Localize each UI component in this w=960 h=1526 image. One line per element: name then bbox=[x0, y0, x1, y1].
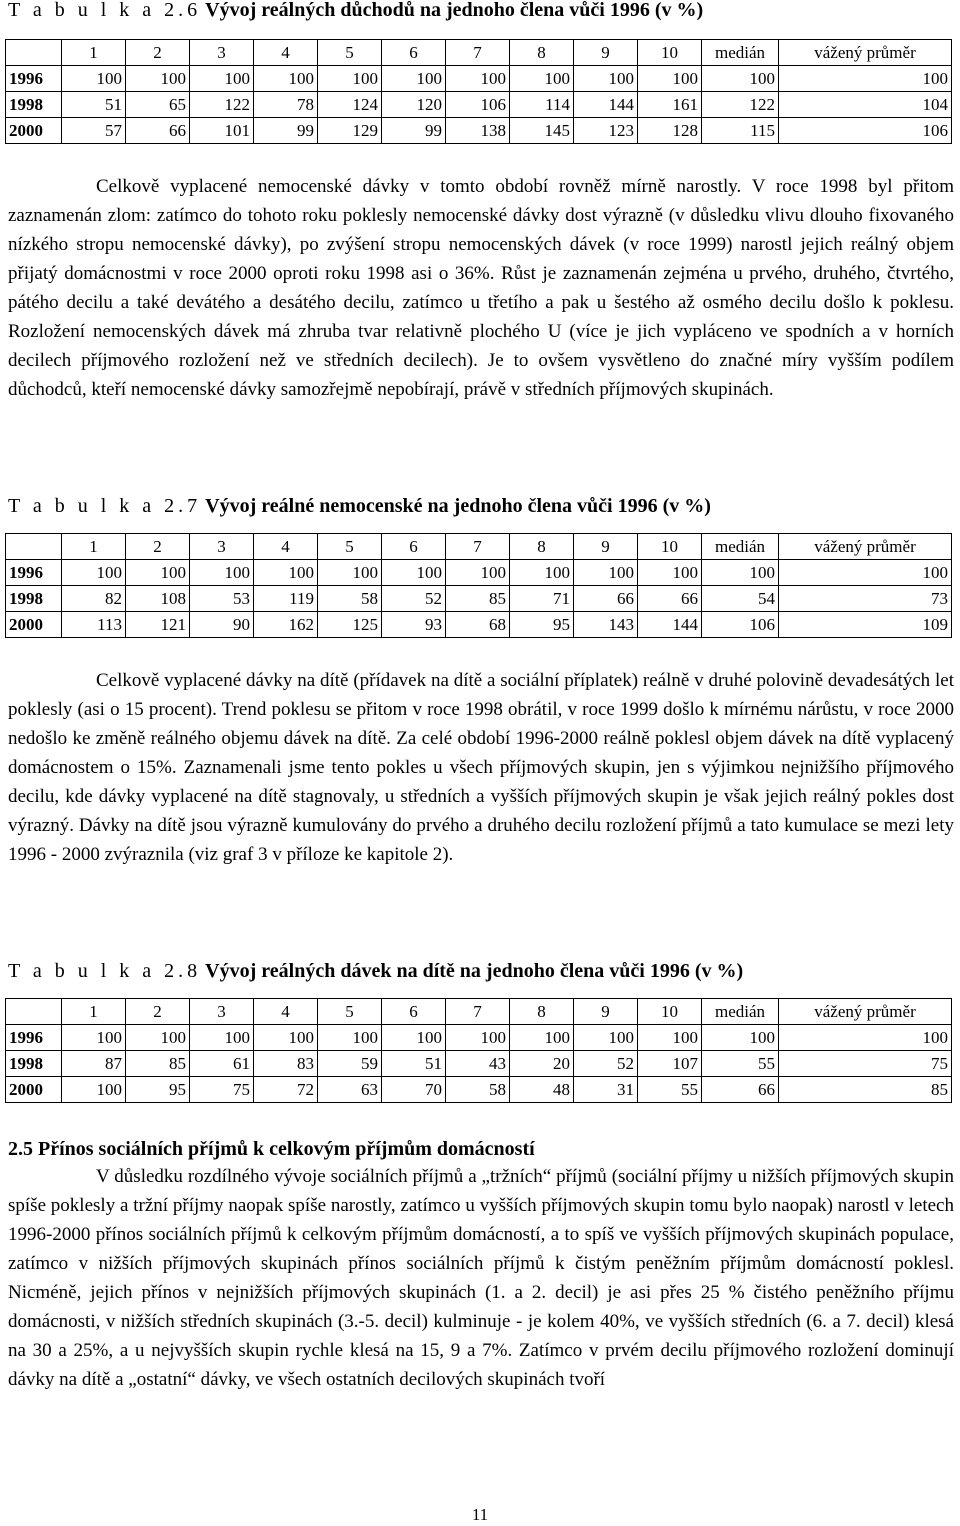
table-cell: 87 bbox=[62, 1051, 126, 1077]
table-header-cell: 6 bbox=[382, 534, 446, 560]
table-header-cell: 3 bbox=[190, 534, 254, 560]
table-row bbox=[6, 1051, 952, 1077]
table-cell: 85 bbox=[446, 586, 510, 612]
table-header-cell: 8 bbox=[510, 999, 574, 1025]
table-cell: 129 bbox=[318, 118, 382, 144]
table-cell: 51 bbox=[62, 92, 126, 118]
table-cell: 95 bbox=[510, 612, 574, 638]
table-cell: 100 bbox=[510, 1025, 574, 1051]
table-cell: 66 bbox=[702, 1077, 779, 1103]
page-number: 11 bbox=[471, 1505, 489, 1524]
table-header-cell: 6 bbox=[382, 40, 446, 66]
table-cell: 66 bbox=[638, 586, 702, 612]
table-row-year: 1998 bbox=[6, 92, 62, 118]
table-cell: 100 bbox=[510, 66, 574, 92]
table-cell: 59 bbox=[318, 1051, 382, 1077]
table-cell: 100 bbox=[126, 66, 190, 92]
table-cell: 144 bbox=[638, 612, 702, 638]
table-header-row bbox=[6, 999, 952, 1025]
table-cell: 99 bbox=[254, 118, 318, 144]
table-cell: 120 bbox=[382, 92, 446, 118]
table-cell: 20 bbox=[510, 1051, 574, 1077]
table-cell: 71 bbox=[510, 586, 574, 612]
table-cell: 100 bbox=[779, 1025, 952, 1051]
table-header-cell: 9 bbox=[574, 999, 638, 1025]
table-cell: 100 bbox=[382, 1025, 446, 1051]
table-2-6-label: T a b u l k a 2.6 bbox=[8, 0, 202, 21]
table-header-cell: 4 bbox=[254, 999, 318, 1025]
paragraph-child-benefits bbox=[8, 666, 954, 869]
table-cell: 100 bbox=[62, 66, 126, 92]
table-cell: 125 bbox=[318, 612, 382, 638]
table-cell: 90 bbox=[190, 612, 254, 638]
table-header-cell: 10 bbox=[638, 534, 702, 560]
table-2-6 bbox=[5, 39, 952, 144]
table-cell: 100 bbox=[574, 1025, 638, 1051]
table-cell: 70 bbox=[382, 1077, 446, 1103]
table-cell: 100 bbox=[318, 1025, 382, 1051]
table-cell: 100 bbox=[190, 66, 254, 92]
table-cell: 113 bbox=[62, 612, 126, 638]
table-cell: 85 bbox=[126, 1051, 190, 1077]
table-cell: 100 bbox=[62, 560, 126, 586]
table-cell: 123 bbox=[574, 118, 638, 144]
table-cell: 51 bbox=[382, 1051, 446, 1077]
table-row bbox=[6, 586, 952, 612]
table-cell: 100 bbox=[254, 1025, 318, 1051]
table-cell: 119 bbox=[254, 586, 318, 612]
table-cell: 55 bbox=[702, 1051, 779, 1077]
table-cell: 100 bbox=[126, 1025, 190, 1051]
table-cell: 100 bbox=[638, 66, 702, 92]
table-2-7-label: T a b u l k a 2.7 bbox=[8, 495, 202, 517]
table-cell: 121 bbox=[126, 612, 190, 638]
table-2-7-title bbox=[8, 494, 711, 518]
table-cell: 43 bbox=[446, 1051, 510, 1077]
table-cell: 145 bbox=[510, 118, 574, 144]
table-header-row bbox=[6, 40, 952, 66]
table-cell: 107 bbox=[638, 1051, 702, 1077]
table-cell: 58 bbox=[446, 1077, 510, 1103]
table-cell: 73 bbox=[779, 586, 952, 612]
table-header-cell: medián bbox=[702, 999, 779, 1025]
table-row bbox=[6, 560, 952, 586]
table-cell: 100 bbox=[510, 560, 574, 586]
table-header-cell: medián bbox=[702, 534, 779, 560]
table-cell: 100 bbox=[702, 1025, 779, 1051]
table-cell: 61 bbox=[190, 1051, 254, 1077]
table-cell: 109 bbox=[779, 612, 952, 638]
table-header-cell: vážený průměr bbox=[779, 534, 952, 560]
table-cell: 161 bbox=[638, 92, 702, 118]
paragraph-social-income bbox=[8, 1162, 954, 1394]
table-row-year: 2000 bbox=[6, 118, 62, 144]
table-2-7-caption: Vývoj reálné nemocenské na jednoho člena vůči 1996 (v %) bbox=[205, 495, 711, 517]
paragraph-social-income-text: V důsledku rozdílného vývoje sociálních příjmů a „tržních“ příjmů (sociální příjmy u nižších příjmových skupin spíše poklesly a tržní příjmy naopak spíše narostly, zatímco u vyšších příjmových skupin tomu bylo naopak) narostl v letech 1996-2000 přínos sociálních příjmů k celkovým příjmům domácností, a to spíš ve vyšších příjmových skupinách populace, zatímco v nižších příjmových skupinách přínos sociálních příjmů k čistým peněžním příjmům domácností poklesl. Nicméně, jejich přínos v nejnižších příjmových skupinách (1. a 2. decil) je asi přes 25 % čistého peněžního příjmu domácnosti, v nižších středních skupinách (3.-5. decil) kulminuje - je kolem 40%, ve vyšších středních (6. a 7. decil) klesá na 30 a 25%, a u nejvyšších skupin rychle klesá na 15, 9 a 7%. Zatímco v prvém decilu příjmového rozložení dominují dávky na dítě a „ostatní“ dávky, ve všech ostatních decilových skupinách tvoří bbox=[8, 1166, 954, 1390]
table-cell: 58 bbox=[318, 586, 382, 612]
table-cell: 143 bbox=[574, 612, 638, 638]
table-cell: 106 bbox=[446, 92, 510, 118]
table-cell: 100 bbox=[702, 66, 779, 92]
table-row bbox=[6, 118, 952, 144]
table-header-cell: 10 bbox=[638, 40, 702, 66]
table-header-cell: 9 bbox=[574, 40, 638, 66]
table-header-cell: 8 bbox=[510, 40, 574, 66]
table-2-7 bbox=[5, 533, 952, 638]
section-heading: 2.5 Přínos sociálních příjmů k celkovým příjmům domácností bbox=[8, 1138, 535, 1160]
table-cell: 66 bbox=[126, 118, 190, 144]
table-row bbox=[6, 1077, 952, 1103]
table-2-6-title bbox=[8, 0, 703, 22]
table-cell: 68 bbox=[446, 612, 510, 638]
table-header-cell: 4 bbox=[254, 534, 318, 560]
paragraph-sickness-benefits bbox=[8, 172, 954, 404]
table-header-cell: 8 bbox=[510, 534, 574, 560]
table-cell: 100 bbox=[702, 560, 779, 586]
table-header-cell: 1 bbox=[62, 40, 126, 66]
table-cell: 100 bbox=[779, 66, 952, 92]
table-cell: 52 bbox=[382, 586, 446, 612]
table-cell: 53 bbox=[190, 586, 254, 612]
table-header-cell: 3 bbox=[190, 40, 254, 66]
table-cell: 100 bbox=[382, 66, 446, 92]
paragraph-child-benefits-text: Celkově vyplacené dávky na dítě (přídavek na dítě a sociální příplatek) reálně v druhé polovině devadesátých let poklesly (asi o 15 procent). Trend poklesu se přitom v roce 1998 obrátil, v roce 1999 došlo k mírnému nárůstu, v roce 2000 nedošlo ke změně reálného objemu dávek na dítě. Za celé období 1996-2000 reálně poklesl objem dávek na dítě vyplacený domácnostem o 15%. Zaznamenali jsme tento pokles u všech příjmových skupin, jen s výjimkou nejnižšího příjmového decilu, kde dávky vyplacené na dítě stagnovaly, u středních a vyšších příjmových skupin je však jejich reálný pokles dost výrazný. Dávky na dítě jsou výrazně kumulovány do prvého a druhého decilu rozložení příjmů a tato kumulace se mezi lety 1996 - 2000 zvýraznila (viz graf 3 v příloze ke kapitole 2). bbox=[8, 670, 954, 865]
table-cell: 82 bbox=[62, 586, 126, 612]
table-corner-cell bbox=[6, 999, 62, 1025]
table-header-cell: 5 bbox=[318, 999, 382, 1025]
table-cell: 100 bbox=[446, 1025, 510, 1051]
table-cell: 100 bbox=[779, 560, 952, 586]
table-header-cell: 5 bbox=[318, 534, 382, 560]
table-row-year: 2000 bbox=[6, 1077, 62, 1103]
table-cell: 54 bbox=[702, 586, 779, 612]
table-cell: 100 bbox=[574, 66, 638, 92]
table-header-cell: 7 bbox=[446, 534, 510, 560]
table-cell: 122 bbox=[702, 92, 779, 118]
table-header-cell: 7 bbox=[446, 40, 510, 66]
table-2-8 bbox=[5, 998, 952, 1103]
paragraph-sickness-benefits-text: Celkově vyplacené nemocenské dávky v tomto období rovněž mírně narostly. V roce 1998 byl přitom zaznamenán zlom: zatímco do tohoto roku poklesly nemocenské dávky dost výrazně (v důsledku vlivu dlouho fixovaného nízkého stropu nemocenské dávky), po zvýšení stropu nemocenských dávek (v roce 1999) narostl jejich reálný objem přijatý domácnostmi v roce 2000 oproti roku 1998 asi o 36%. Růst je zaznamenán zejména u prvého, druhého, čtvrtého, pátého decilu a také devátého a desátého decilu, zatímco u třetího a pak u šestého až osmého decilu došlo k poklesu. Rozložení nemocenských dávek má zhruba tvar relativně plochého U (více je jich vypláceno ve spodních a v horních decilech příjmového rozložení než ve středních decilech). Je to ovšem vysvětleno do značné míry vyšším podílem důchodců, kteří nemocenské dávky samozřejmě nepobírají, právě v středních příjmových skupinách. bbox=[8, 176, 954, 400]
table-cell: 114 bbox=[510, 92, 574, 118]
table-corner-cell bbox=[6, 40, 62, 66]
table-cell: 52 bbox=[574, 1051, 638, 1077]
table-cell: 55 bbox=[638, 1077, 702, 1103]
table-cell: 106 bbox=[779, 118, 952, 144]
table-cell: 162 bbox=[254, 612, 318, 638]
table-cell: 72 bbox=[254, 1077, 318, 1103]
table-header-cell: vážený průměr bbox=[779, 999, 952, 1025]
table-cell: 115 bbox=[702, 118, 779, 144]
table-cell: 100 bbox=[318, 560, 382, 586]
table-cell: 100 bbox=[638, 560, 702, 586]
table-header-cell: 2 bbox=[126, 999, 190, 1025]
table-cell: 106 bbox=[702, 612, 779, 638]
table-2-8-title bbox=[8, 959, 743, 983]
table-row bbox=[6, 92, 952, 118]
table-header-cell: 4 bbox=[254, 40, 318, 66]
table-cell: 75 bbox=[190, 1077, 254, 1103]
table-cell: 124 bbox=[318, 92, 382, 118]
table-cell: 100 bbox=[638, 1025, 702, 1051]
table-cell: 66 bbox=[574, 586, 638, 612]
table-cell: 85 bbox=[779, 1077, 952, 1103]
table-header-cell: 2 bbox=[126, 534, 190, 560]
table-cell: 122 bbox=[190, 92, 254, 118]
table-corner-cell bbox=[6, 534, 62, 560]
table-cell: 78 bbox=[254, 92, 318, 118]
table-cell: 100 bbox=[382, 560, 446, 586]
table-cell: 93 bbox=[382, 612, 446, 638]
table-row bbox=[6, 66, 952, 92]
table-cell: 63 bbox=[318, 1077, 382, 1103]
table-cell: 104 bbox=[779, 92, 952, 118]
table-header-row bbox=[6, 534, 952, 560]
table-header-cell: vážený průměr bbox=[779, 40, 952, 66]
table-cell: 138 bbox=[446, 118, 510, 144]
table-cell: 108 bbox=[126, 586, 190, 612]
table-cell: 100 bbox=[574, 560, 638, 586]
table-header-cell: 3 bbox=[190, 999, 254, 1025]
table-cell: 100 bbox=[318, 66, 382, 92]
table-header-cell: 5 bbox=[318, 40, 382, 66]
table-cell: 100 bbox=[446, 560, 510, 586]
table-2-8-caption: Vývoj reálných dávek na dítě na jednoho člena vůči 1996 (v %) bbox=[205, 960, 744, 982]
table-row-year: 1996 bbox=[6, 66, 62, 92]
table-cell: 57 bbox=[62, 118, 126, 144]
table-row-year: 1996 bbox=[6, 560, 62, 586]
table-cell: 100 bbox=[190, 560, 254, 586]
table-cell: 100 bbox=[254, 560, 318, 586]
table-cell: 100 bbox=[62, 1025, 126, 1051]
table-cell: 95 bbox=[126, 1077, 190, 1103]
table-cell: 101 bbox=[190, 118, 254, 144]
table-header-cell: 1 bbox=[62, 999, 126, 1025]
table-row bbox=[6, 1025, 952, 1051]
table-cell: 100 bbox=[254, 66, 318, 92]
table-cell: 65 bbox=[126, 92, 190, 118]
table-cell: 144 bbox=[574, 92, 638, 118]
table-2-6-caption: Vývoj reálných důchodů na jednoho člena vůči 1996 (v %) bbox=[205, 0, 704, 21]
table-cell: 100 bbox=[190, 1025, 254, 1051]
table-cell: 99 bbox=[382, 118, 446, 144]
table-header-cell: 2 bbox=[126, 40, 190, 66]
table-cell: 100 bbox=[62, 1077, 126, 1103]
table-row bbox=[6, 612, 952, 638]
table-header-cell: 10 bbox=[638, 999, 702, 1025]
table-header-cell: 1 bbox=[62, 534, 126, 560]
table-header-cell: 6 bbox=[382, 999, 446, 1025]
table-cell: 83 bbox=[254, 1051, 318, 1077]
table-row-year: 1998 bbox=[6, 1051, 62, 1077]
table-row-year: 2000 bbox=[6, 612, 62, 638]
table-cell: 100 bbox=[126, 560, 190, 586]
table-cell: 75 bbox=[779, 1051, 952, 1077]
table-2-8-label: T a b u l k a 2.8 bbox=[8, 960, 202, 982]
table-row-year: 1998 bbox=[6, 586, 62, 612]
table-header-cell: medián bbox=[702, 40, 779, 66]
table-cell: 128 bbox=[638, 118, 702, 144]
table-row-year: 1996 bbox=[6, 1025, 62, 1051]
table-cell: 31 bbox=[574, 1077, 638, 1103]
table-cell: 100 bbox=[446, 66, 510, 92]
table-cell: 48 bbox=[510, 1077, 574, 1103]
table-header-cell: 7 bbox=[446, 999, 510, 1025]
table-header-cell: 9 bbox=[574, 534, 638, 560]
